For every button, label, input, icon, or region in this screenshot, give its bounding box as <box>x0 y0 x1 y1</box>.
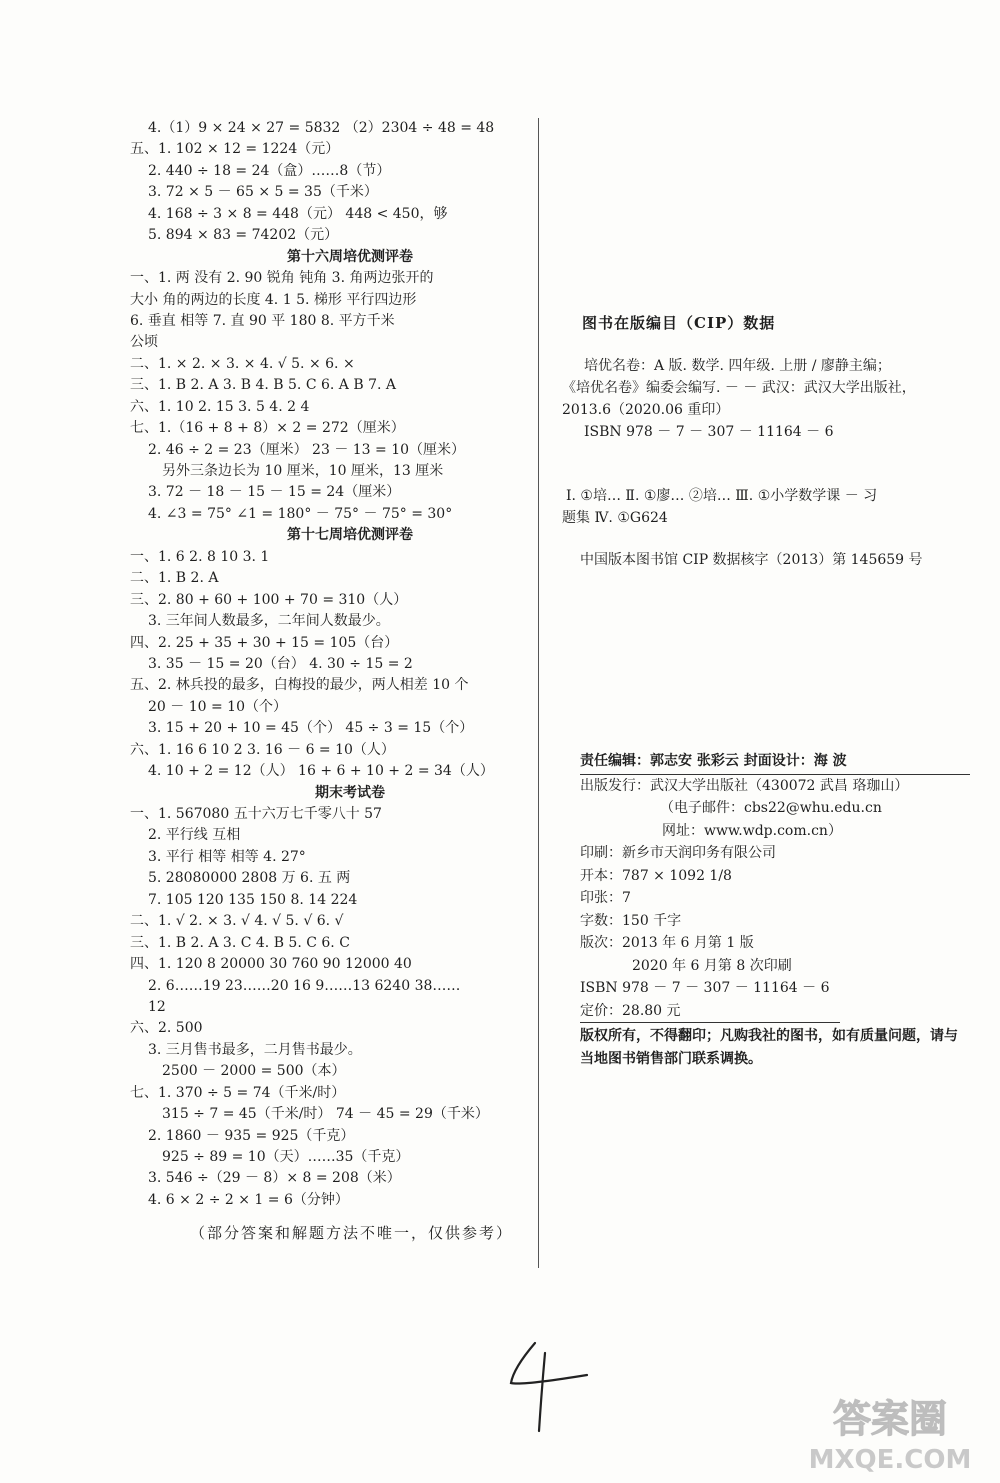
answer-line: 六、1. 16 6 10 2 3. 16 － 6 = 10（人） <box>130 741 395 758</box>
website-line: 网址：www.wdp.com.cn） <box>662 822 842 839</box>
answer-line: 2500 － 2000 = 500（本） <box>162 1063 346 1080</box>
answer-line: 4. 168 ÷ 3 × 8 = 448（元） 448 < 450，够 <box>148 205 448 222</box>
words-line: 字数：150 千字 <box>580 912 682 929</box>
answer-line: 一、1. 567080 五十六万七千零八十 57 <box>130 806 382 822</box>
answer-line: 四、2. 25 + 35 + 30 + 15 = 105（台） <box>130 634 399 651</box>
answer-line: 315 ÷ 7 = 45（千米/时） 74 － 45 = 29（千米） <box>162 1106 489 1123</box>
answer-line: 5. 28080000 2808 万 6. 五 两 <box>148 870 351 887</box>
section-heading: 第十七周培优测评卷 <box>287 527 413 544</box>
answer-line: 六、1. 10 2. 15 3. 5 4. 2 4 <box>130 398 310 415</box>
answer-line: 大小 角的两边的长度 4. 1 5. 梯形 平行四边形 <box>130 291 417 308</box>
answer-footnote: （部分答案和解题方法不唯一，仅供参考） <box>190 1224 514 1242</box>
cip-verification: 中国版本图书馆 CIP 数据核字（2013）第 145659 号 <box>580 552 923 568</box>
answer-line: 12 <box>148 998 166 1015</box>
answer-line: 七、1.（16 + 8 + 8）× 2 = 272（厘米） <box>130 420 405 437</box>
copyright-notice: 版权所有，不得翻印；凡购我社的图书，如有质量问题，请与当地图书销售部门联系调换。 <box>580 1028 958 1067</box>
answer-line: 二、1. B 2. A <box>130 570 219 587</box>
price-line: 定价：28.80 元 <box>580 1000 840 1024</box>
edition-line: 版次：2013 年 6 月第 1 版 <box>580 935 754 951</box>
answer-line: 二、1. × 2. × 3. × 4. √ 5. × 6. × <box>130 355 355 372</box>
answer-line: 三、2. 80 + 60 + 100 + 70 = 310（人） <box>130 591 408 608</box>
answer-line: 5. 894 × 83 = 74202（元） <box>148 227 339 244</box>
watermark-text: 答案圈 <box>832 1397 948 1441</box>
answer-line: 五、1. 102 × 12 = 1224（元） <box>130 141 340 158</box>
answer-line: 6. 垂直 相等 7. 直 90 平 180 8. 平方千米 <box>130 312 395 329</box>
answer-line: 2. 440 ÷ 18 = 24（盒）……8（节） <box>148 162 391 179</box>
answer-line: 2. 6……19 23……20 16 9……13 6240 38…… <box>148 977 461 994</box>
answer-line: 3. 15 + 20 + 10 = 45（个） 45 ÷ 3 = 15（个） <box>148 720 474 737</box>
cip-isbn: ISBN 978 － 7 － 307 － 11164 － 6 <box>584 424 834 440</box>
answer-key-column <box>130 118 530 1211</box>
publisher-line: 出版发行：武汉大学出版社（430072 武昌 珞珈山） <box>580 777 909 794</box>
cip-para: 《培优名卷》编委会编写. － － 武汉：武汉大学出版社， <box>562 380 916 396</box>
answer-line: 2. 46 ÷ 2 = 23（厘米） 23 － 13 = 10（厘米） <box>148 441 466 458</box>
answer-line: 3. 三月售书最多，二月售书最少。 <box>148 1041 362 1058</box>
handwritten-page-number <box>505 1335 595 1435</box>
answer-line: 六、2. 500 <box>130 1020 203 1037</box>
answer-line: 3. 546 ÷（29 － 8）× 8 = 208（米） <box>148 1170 401 1187</box>
cip-classification: Ⅰ. ①培… Ⅱ. ①廖… ②培… Ⅲ. ①小学数学课 － 习 <box>566 488 878 504</box>
answer-line: 另外三条边长为 10 厘米，10 厘米，13 厘米 <box>162 463 444 479</box>
column-divider <box>538 118 539 1268</box>
answer-line: 三、1. B 2. A 3. B 4. B 5. C 6. A B 7. A <box>130 377 396 394</box>
sheets-line: 印张：7 <box>580 890 631 906</box>
answer-line: 二、1. √ 2. × 3. √ 4. √ 5. √ 6. √ <box>130 913 344 930</box>
answer-line: 一、1. 6 2. 8 10 3. 1 <box>130 548 270 565</box>
answer-line: 五、2. 林兵投的最多，白梅投的最少，两人相差 10 个 <box>130 677 469 694</box>
section-heading: 期末考试卷 <box>315 784 385 801</box>
answer-line: 3. 72 － 18 － 15 － 15 = 24（厘米） <box>148 484 401 501</box>
answer-line: 3. 72 × 5 － 65 × 5 = 35（千米） <box>148 184 378 201</box>
printer-line: 印刷：新乡市天润印务有限公司 <box>580 845 776 861</box>
cip-block <box>562 355 972 571</box>
answer-line: 一、1. 两 没有 2. 90 锐角 钝角 3. 角两边张开的 <box>130 270 434 287</box>
answer-line: 公顷 <box>130 334 158 351</box>
answer-line: 3. 平行 相等 相等 4. 27° <box>148 848 306 865</box>
format-line: 开本：787 × 1092 1/8 <box>580 867 732 884</box>
answer-line: 925 ÷ 89 = 10（天）……35（千克） <box>162 1149 410 1165</box>
answer-line: 2. 平行线 互相 <box>148 827 241 844</box>
answer-line: 三、1. B 2. A 3. C 4. B 5. C 6. C <box>130 934 350 951</box>
answer-line: 3. 35 － 15 = 20（台） 4. 30 ÷ 15 = 2 <box>148 655 413 672</box>
editor-line: 责任编辑：郭志安 张彩云 封面设计：海 波 <box>580 750 970 775</box>
cip-title: 图书在版编目（CIP）数据 <box>582 314 776 332</box>
answer-line: 4. ∠3 = 75° ∠1 = 180° － 75° － 75° = 30° <box>148 505 453 522</box>
answer-line: 4. 10 + 2 = 12（人） 16 + 6 + 10 + 2 = 34（人） <box>148 763 494 780</box>
cip-para: 2013.6（2020.06 重印） <box>562 402 730 418</box>
answer-line: 4. 6 × 2 ÷ 2 × 1 = 6（分钟） <box>148 1191 349 1208</box>
answer-line: 20 － 10 = 10（个） <box>148 698 287 715</box>
answer-line: 7. 105 120 135 150 8. 14 224 <box>148 891 358 908</box>
cip-para: 培优名卷：A 版. 数学. 四年级. 上册 / 廖静主编； <box>584 358 891 374</box>
watermark-logo <box>790 1390 990 1476</box>
answer-line: 四、1. 120 8 20000 30 760 90 12000 40 <box>130 956 412 973</box>
printing-line: 2020 年 6 月第 8 次印刷 <box>632 957 792 974</box>
email-line: （电子邮件：cbs22@whu.edu.cn <box>660 800 882 816</box>
answer-line: 3. 三年间人数最多，二年间人数最少。 <box>148 613 390 630</box>
watermark-text: MXQE.COM <box>808 1445 972 1475</box>
isbn-line: ISBN 978 － 7 － 307 － 11164 － 6 <box>580 980 830 996</box>
answer-line: 2. 1860 － 935 = 925（千克） <box>148 1127 355 1144</box>
answer-line: 4.（1）9 × 24 × 27 = 5832 （2）2304 ÷ 48 = 48 <box>148 120 495 136</box>
answer-line: 七、1. 370 ÷ 5 = 74（千米/时） <box>130 1084 346 1101</box>
section-heading: 第十六周培优测评卷 <box>287 248 413 265</box>
cip-classification: 题集 Ⅳ. ①G624 <box>562 510 668 526</box>
publication-info <box>580 750 970 1071</box>
